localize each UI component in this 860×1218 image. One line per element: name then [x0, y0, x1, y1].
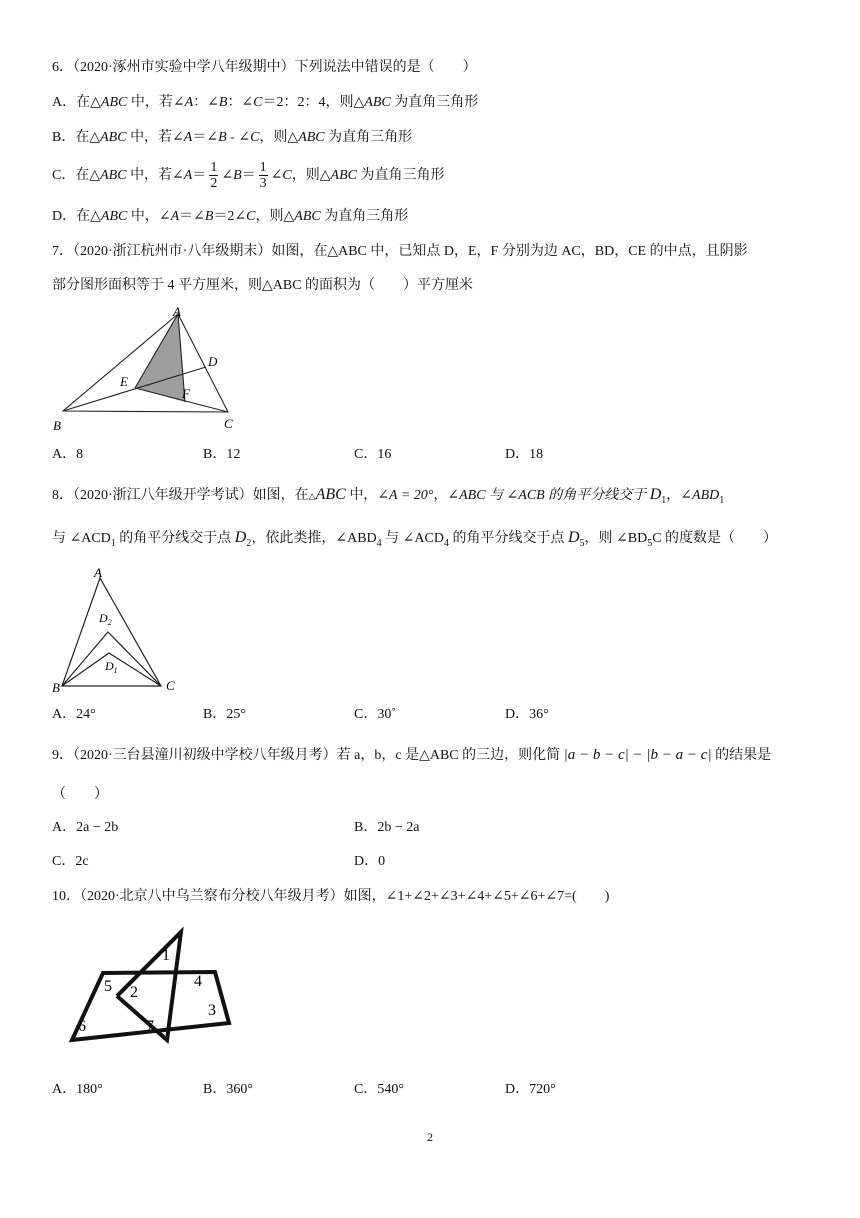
- q10-label-7: 7: [146, 1018, 154, 1035]
- q9-option-a: A．2a − 2b: [52, 820, 119, 835]
- q9-option-c: C．2c: [52, 854, 89, 869]
- q10-stem: 10．（2020·北京八中乌兰察布分校八年级月考）如图，∠1+∠2+∠3+∠4+∠5+∠6+∠7=( ): [52, 889, 610, 904]
- q8-stem-line1: 8．（2020·浙江八年级开学考试）如图，在△ABC 中，∠A = 20°，∠ABC 与 ∠ACB 的角平分线交于 $D_1$，$\angle ABD_1$: [52, 486, 725, 506]
- q8-label-b: B: [52, 680, 60, 695]
- q8-label-d2: $D_2$: [99, 611, 112, 627]
- q7-label-b: B: [53, 418, 61, 433]
- q10-option-c: C．540°: [354, 1082, 404, 1097]
- q8-stem-line2: 与 $\angle ACD_1$ 的角平分线交于点 $D_2$，依此类推，$\angle ABD_4$ 与 $\angle ACD_4$ 的角平分线交于点 $D_5$，则 $\angle BD_5C$ 的度数是（ ）: [52, 529, 778, 549]
- q7-label-e: E: [120, 374, 128, 389]
- q7-label-c: C: [224, 416, 233, 431]
- q8-option-a: A．24°: [52, 707, 96, 722]
- q8-label-a: A: [94, 565, 102, 580]
- q6-option-a: A．在△ABC 中，若∠A：∠B：∠C＝2：2：4，则△ABC 为直角三角形: [52, 95, 479, 110]
- q7-label-d: D: [208, 354, 218, 369]
- q9-stem: 9．（2020·三台县潼川初级中学校八年级月考）若 a，b，c 是△ABC 的三边，则化简 |a − b − c| − |b − a − c| 的结果是: [52, 747, 772, 763]
- q10-option-d: D．720°: [505, 1082, 556, 1097]
- q6-option-c: C．在△ABC 中，若∠A＝ $\frac{1}{2}$ ∠B＝ $\frac{1}{3}$ ∠C，则△ABC 为直角三角形: [52, 160, 445, 192]
- q8-label-c: C: [166, 678, 175, 693]
- q10-label-1: 1: [162, 947, 170, 964]
- fraction-one-half: $\frac{1}{2}$: [210, 160, 218, 192]
- q10-option-b: B．360°: [203, 1082, 253, 1097]
- q7-stem-line1: 7．（2020·浙江杭州市·八年级期末）如图，在△ABC 中，已知点 D，E，F 分别为边 AC，BD，CE 的中点，且阴影: [52, 244, 748, 259]
- q9-expression: |a − b − c| − |b − a − c|: [563, 747, 712, 763]
- q8-option-b: B．25°: [203, 707, 246, 722]
- q7-label-a: A: [173, 304, 181, 319]
- q7-shaded-region: [135, 314, 185, 402]
- q6-option-d: D．在△ABC 中，∠A＝∠B＝2∠C，则△ABC 为直角三角形: [52, 209, 409, 224]
- q6-option-b: B．在△ABC 中，若∠A＝∠B - ∠C，则△ABC 为直角三角形: [52, 130, 413, 145]
- q9-paren: （ ）: [52, 787, 108, 802]
- q7-option-c: C．16: [354, 447, 392, 462]
- q7-option-a: A．8: [52, 447, 84, 462]
- fraction-one-third: $\frac{1}{3}$: [259, 160, 267, 192]
- page-number: 2: [427, 1130, 433, 1144]
- q8-option-c: C．30˚: [354, 707, 396, 722]
- q10-label-5: 5: [104, 978, 112, 995]
- q8-option-d: D．36°: [505, 707, 549, 722]
- q7-stem-line2: 部分图形面积等于 4 平方厘米，则△ABC 的面积为（ ）平方厘米: [52, 278, 474, 293]
- q10-label-3: 3: [208, 1002, 216, 1019]
- q7-label-f: F: [182, 386, 190, 401]
- q7-option-b: B．12: [203, 447, 241, 462]
- q7-option-d: D．18: [505, 447, 544, 462]
- q10-label-6: 6: [78, 1018, 86, 1035]
- q10-option-a: A．180°: [52, 1082, 103, 1097]
- q6-stem: 6．（2020·涿州市实验中学八年级期中）下列说法中错误的是（ ）: [52, 60, 477, 75]
- q10-angle-figure: [60, 920, 245, 1050]
- q9-option-d: D．0: [354, 854, 386, 869]
- q7-triangle-figure: [48, 303, 248, 435]
- q10-label-2: 2: [130, 984, 138, 1001]
- q8-label-d1: $D_1$: [105, 659, 118, 675]
- q9-option-b: B．2b − 2a: [354, 820, 420, 835]
- q8-triangle-figure: [48, 561, 188, 697]
- q10-label-4: 4: [194, 973, 202, 990]
